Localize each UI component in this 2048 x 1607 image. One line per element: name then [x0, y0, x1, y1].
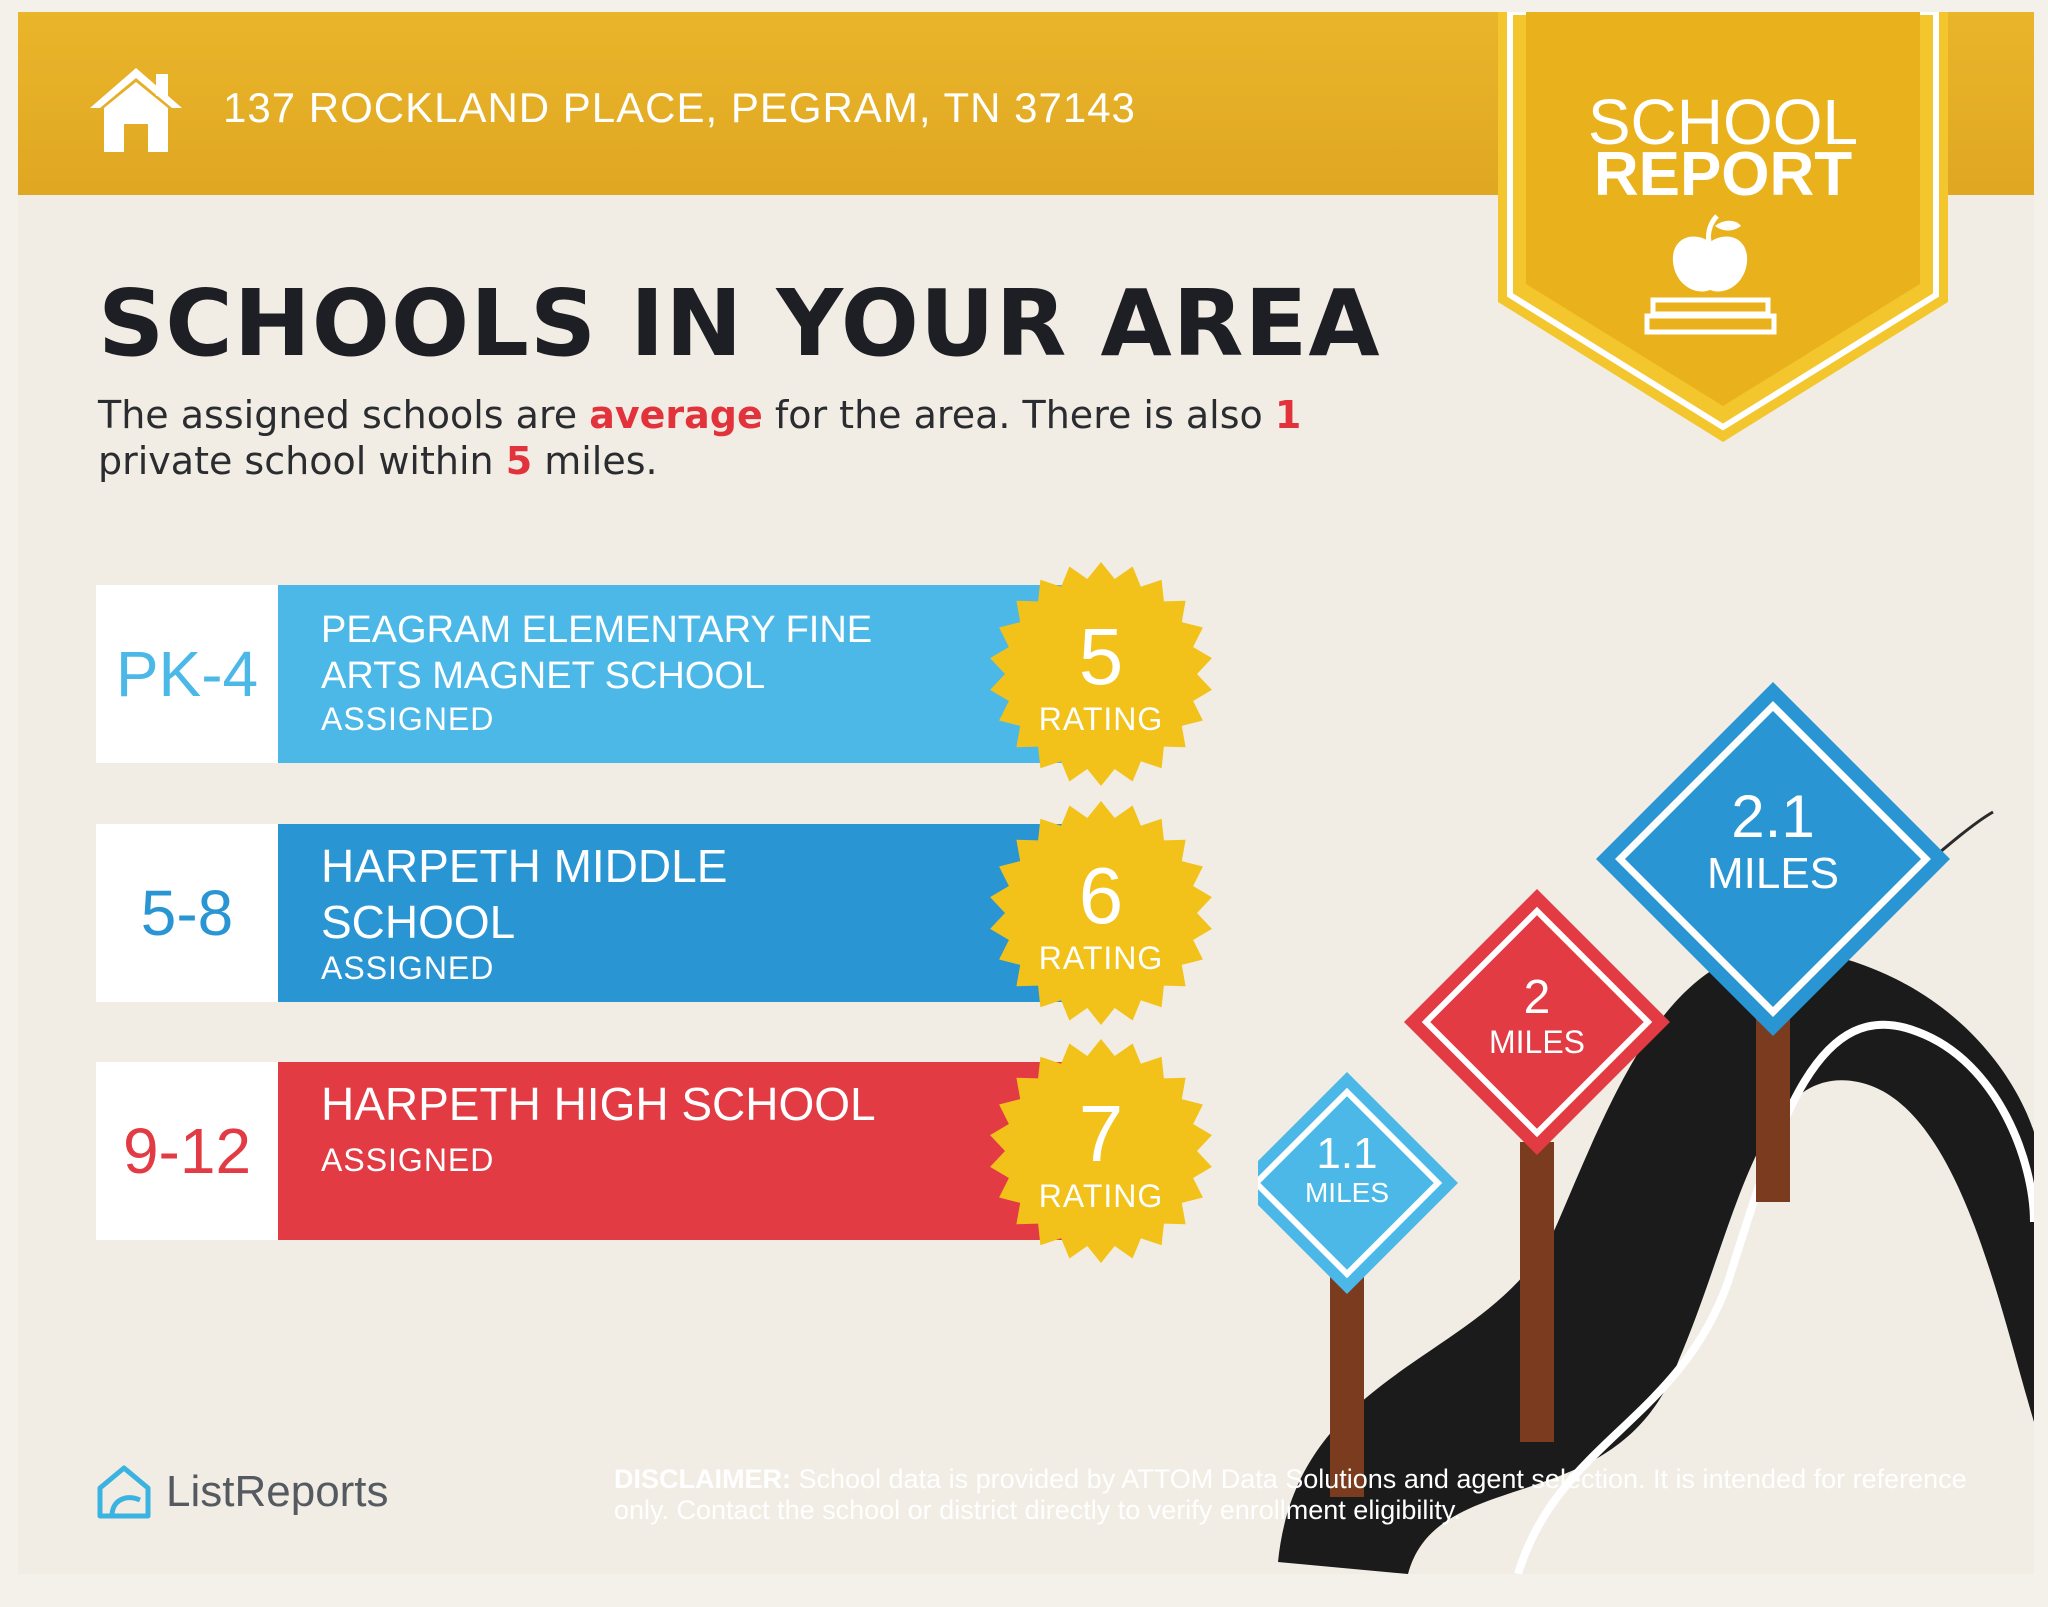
school-status: ASSIGNED: [321, 701, 495, 737]
rating-value: 6: [1078, 851, 1124, 940]
intro-text-3: private school within: [98, 439, 506, 483]
distance-sign-3-label: [1688, 784, 1858, 898]
listreports-logo: [96, 1462, 389, 1522]
intro-text-2: for the area. There is also: [762, 393, 1275, 437]
disclaimer-text: School data is provided by ATTOM Data Solutions and agent selection. It is intended for reference only. Contact the school or district directly to verify enrollment eligibility.: [614, 1464, 1967, 1525]
school-status: ASSIGNED: [321, 950, 495, 986]
brand-name: ListReports: [166, 1467, 389, 1516]
school-name: HARPETH HIGH SCHOOL: [321, 1078, 876, 1130]
grade-range: 9-12: [96, 1062, 278, 1240]
rating-label: RATING: [1038, 1178, 1164, 1214]
disclaimer-label: DISCLAIMER:: [614, 1464, 791, 1494]
private-count-highlight: 1: [1274, 393, 1302, 437]
distance-unit: MILES: [1706, 849, 1840, 898]
distance-value: 1.1: [1316, 1129, 1378, 1178]
quality-highlight: average: [589, 393, 763, 437]
school-name: HARPETH MIDDLE SCHOOL: [321, 840, 728, 948]
distance-unit: MILES: [1488, 1023, 1586, 1060]
rating-label: RATING: [1038, 701, 1164, 737]
grade-range: 5-8: [96, 824, 278, 1002]
intro-text-4: miles.: [532, 439, 658, 483]
school-row-elementary: [96, 585, 1164, 763]
school-row-middle: [96, 824, 1164, 1002]
school-report-sheet: [18, 12, 2034, 1574]
intro-text-1: The assigned schools are: [98, 393, 590, 437]
rating-label: RATING: [1038, 940, 1164, 976]
school-status: ASSIGNED: [321, 1142, 495, 1178]
apple-on-book-icon: [1643, 212, 1778, 337]
disclaimer: [614, 1464, 1984, 1526]
distance-unit: MILES: [1304, 1177, 1390, 1209]
house-icon: [86, 64, 186, 154]
school-band: [278, 585, 1068, 763]
distance-sign-1-label: [1297, 1130, 1397, 1209]
miles-highlight: 5: [505, 439, 533, 483]
grade-range: PK-4: [96, 585, 278, 763]
rating-value: 5: [1078, 612, 1124, 701]
property-address: 137 ROCKLAND PLACE, PEGRAM, TN 37143: [223, 84, 1136, 131]
listreports-logo-icon: [96, 1464, 152, 1520]
road-illustration: [1258, 662, 2034, 1574]
school-band: [278, 824, 1068, 1002]
distance-value: 2.1: [1731, 783, 1815, 850]
school-row-high: [96, 1062, 1164, 1240]
page-title: SCHOOLS IN YOUR AREA: [98, 270, 1381, 377]
distance-sign-2-label: [1462, 972, 1612, 1060]
intro-summary: [98, 392, 1398, 484]
rating-value: 7: [1078, 1089, 1124, 1178]
distance-value: 2: [1523, 971, 1551, 1024]
school-name: PEAGRAM ELEMENTARY FINE ARTS MAGNET SCHOOL: [321, 609, 873, 697]
badge-title-line2: REPORT: [1593, 140, 1853, 209]
badge-title-line1: SCHOOL: [1587, 86, 1859, 158]
school-band: [278, 1062, 1068, 1240]
